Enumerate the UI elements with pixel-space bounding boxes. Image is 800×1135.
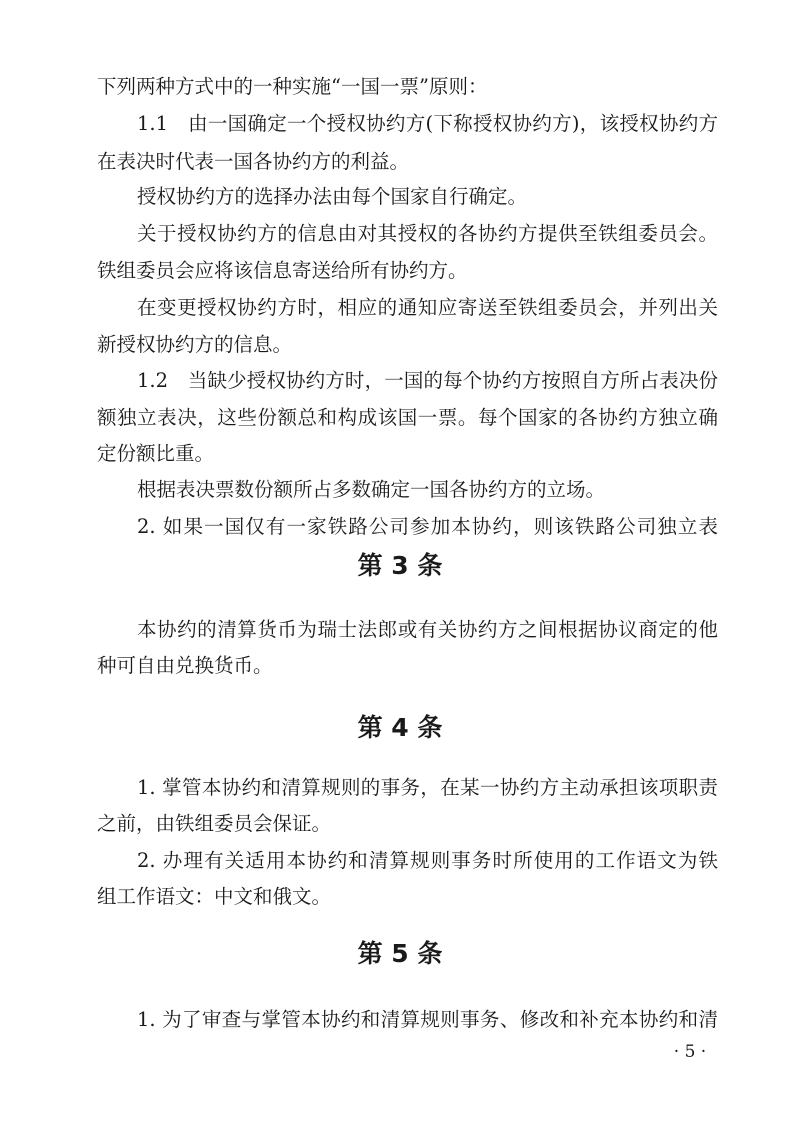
text-line: 授权协约方的选择办法由每个国家自行确定。 bbox=[137, 185, 528, 208]
text-line: 种可自由兑换货币。 bbox=[97, 654, 273, 677]
text-line: 2. 办理有关适用本协约和清算规则事务时所使用的工作语文为铁 bbox=[137, 849, 718, 872]
text-line: 1. 为了审查与掌管本协约和清算规则事务、修改和补充本协约和清 bbox=[137, 1008, 718, 1031]
page-number: · 5 · bbox=[673, 1042, 707, 1062]
article-heading: 第 4 条 bbox=[357, 713, 443, 742]
text-line: 根据表决票数份额所占多数确定一国各协约方的立场。 bbox=[137, 478, 606, 501]
text-line: 定份额比重。 bbox=[97, 442, 215, 465]
text-line: 铁组委员会应将该信息寄送给所有协约方。 bbox=[97, 259, 468, 282]
text-line: 本协约的清算货币为瑞士法郎或有关协约方之间根据协议商定的他 bbox=[137, 618, 718, 641]
text-line: 新授权协约方的信息。 bbox=[97, 333, 293, 356]
text-line: 在表决时代表一国各协约方的利益。 bbox=[97, 150, 410, 173]
text-line: 1.1 由一国确定一个授权协约方(下称授权协约方)，该授权协约方 bbox=[137, 112, 718, 135]
text-line: 额独立表决，这些份额总和构成该国一票。每个国家的各协约方独立确 bbox=[97, 406, 718, 429]
article-heading: 第 5 条 bbox=[357, 939, 443, 968]
text-line: 下列两种方式中的一种实施“一国一票”原则： bbox=[97, 75, 488, 98]
text-line: 1.2 当缺少授权协约方时，一国的每个协约方按照自方所占表决份 bbox=[137, 369, 718, 392]
text-line: 在变更授权协约方时，相应的通知应寄送至铁组委员会，并列出关 bbox=[137, 296, 718, 319]
text-line: 2. 如果一国仅有一家铁路公司参加本协约，则该铁路公司独立表 bbox=[137, 515, 718, 538]
text-line: 之前，由铁组委员会保证。 bbox=[97, 812, 332, 835]
text-line: 组工作语文：中文和俄文。 bbox=[97, 885, 332, 908]
text-line: 1. 掌管本协约和清算规则的事务，在某一协约方主动承担该项职责 bbox=[137, 776, 718, 799]
article-heading: 第 3 条 bbox=[357, 551, 443, 580]
text-line: 关于授权协约方的信息由对其授权的各协约方提供至铁组委员会。 bbox=[137, 222, 718, 245]
